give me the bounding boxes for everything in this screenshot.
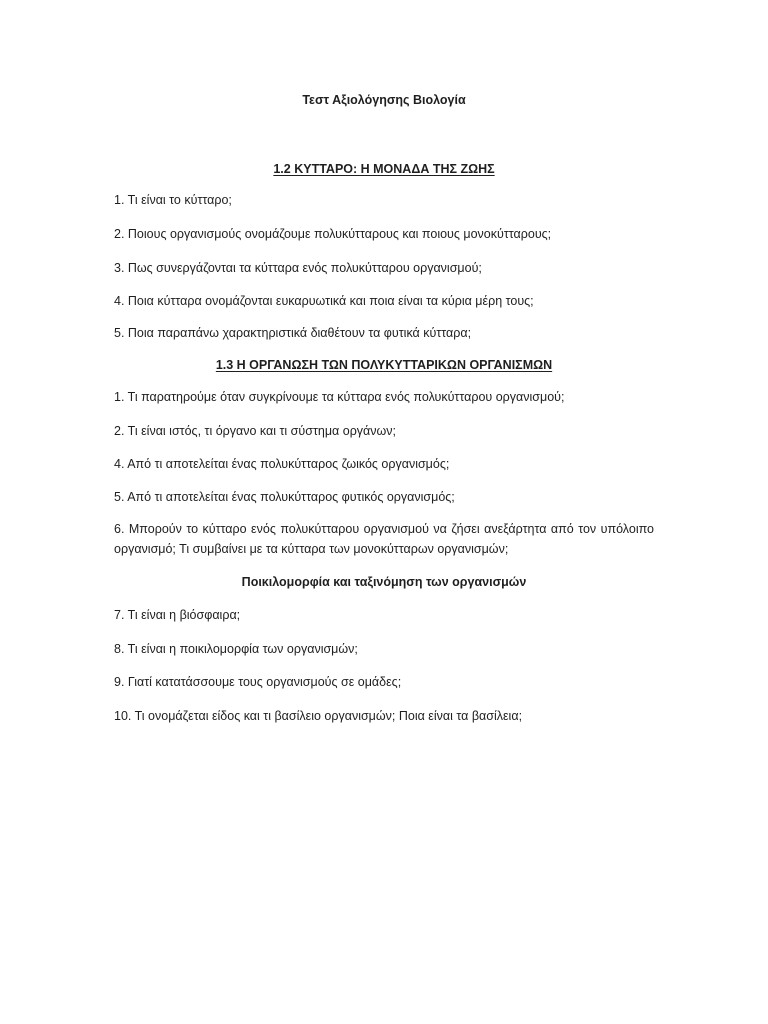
question-item: 2. Τι είναι ιστός, τι όργανο και τι σύστημα οργάνων; xyxy=(114,424,397,438)
question-item: 2. Ποιους οργανισμούς ονομάζουμε πολυκύτταρους και ποιους μονοκύτταρους; xyxy=(114,227,552,241)
question-item: 9. Γιατί κατατάσσουμε τους οργανισμούς σε ομάδες; xyxy=(114,675,402,689)
document-title: Τεστ Αξιολόγησης Βιολογία xyxy=(302,93,466,107)
question-item: 4. Από τι αποτελείται ένας πολυκύτταρος ζωικός οργανισμός; xyxy=(114,457,450,471)
question-item: 5. Ποια παραπάνω χαρακτηριστικά διαθέτουν τα φυτικά κύτταρα; xyxy=(114,326,472,340)
question-item: 1. Τι είναι το κύτταρο; xyxy=(114,193,232,207)
question-item: 1. Τι παρατηρούμε όταν συγκρίνουμε τα κύτταρα ενός πολυκύτταρου οργανισμού; xyxy=(114,390,565,404)
question-item: 7. Τι είναι η βιόσφαιρα; xyxy=(114,608,241,622)
section-heading-text: 1.2 ΚΥΤΤΑΡΟ: Η ΜΟΝΑΔΑ ΤΗΣ ΖΩΗΣ xyxy=(273,162,495,176)
question-item: 6. Μπορούν το κύτταρο ενός πολυκύτταρου οργανισμού να ζήσει ανεξάρτητα από τον υπόλοιπο οργανισμό; Τι συμβαίνει με τα κύτταρα των μονοκύτταρων οργανισμών; xyxy=(114,522,654,556)
section-heading-1-2 xyxy=(0,162,768,176)
section-heading-diversity xyxy=(0,575,768,589)
question-item: 5. Από τι αποτελείται ένας πολυκύτταρος φυτικός οργανισμός; xyxy=(114,490,455,504)
question-item: 10. Τι ονομάζεται είδος και τι βασίλειο οργανισμών; Ποια είναι τα βασίλεια; xyxy=(114,709,523,723)
section-heading-text: Ποικιλομορφία και ταξινόμηση των οργανισμών xyxy=(241,575,527,589)
question-item: 4. Ποια κύτταρα ονομάζονται ευκαρυωτικά και ποια είναι τα κύρια μέρη τους; xyxy=(114,294,534,308)
section-heading-1-3 xyxy=(0,358,768,372)
question-item: 3. Πως συνεργάζονται τα κύτταρα ενός πολυκύτταρου οργανισμού; xyxy=(114,261,482,275)
question-item: 8. Τι είναι η ποικιλομορφία των οργανισμών; xyxy=(114,642,358,656)
section-heading-text: 1.3 Η ΟΡΓΑΝΩΣΗ ΤΩΝ ΠΟΛΥΚΥΤΤΑΡΙΚΩΝ ΟΡΓΑΝΙΣΜΩΝ xyxy=(215,358,553,372)
